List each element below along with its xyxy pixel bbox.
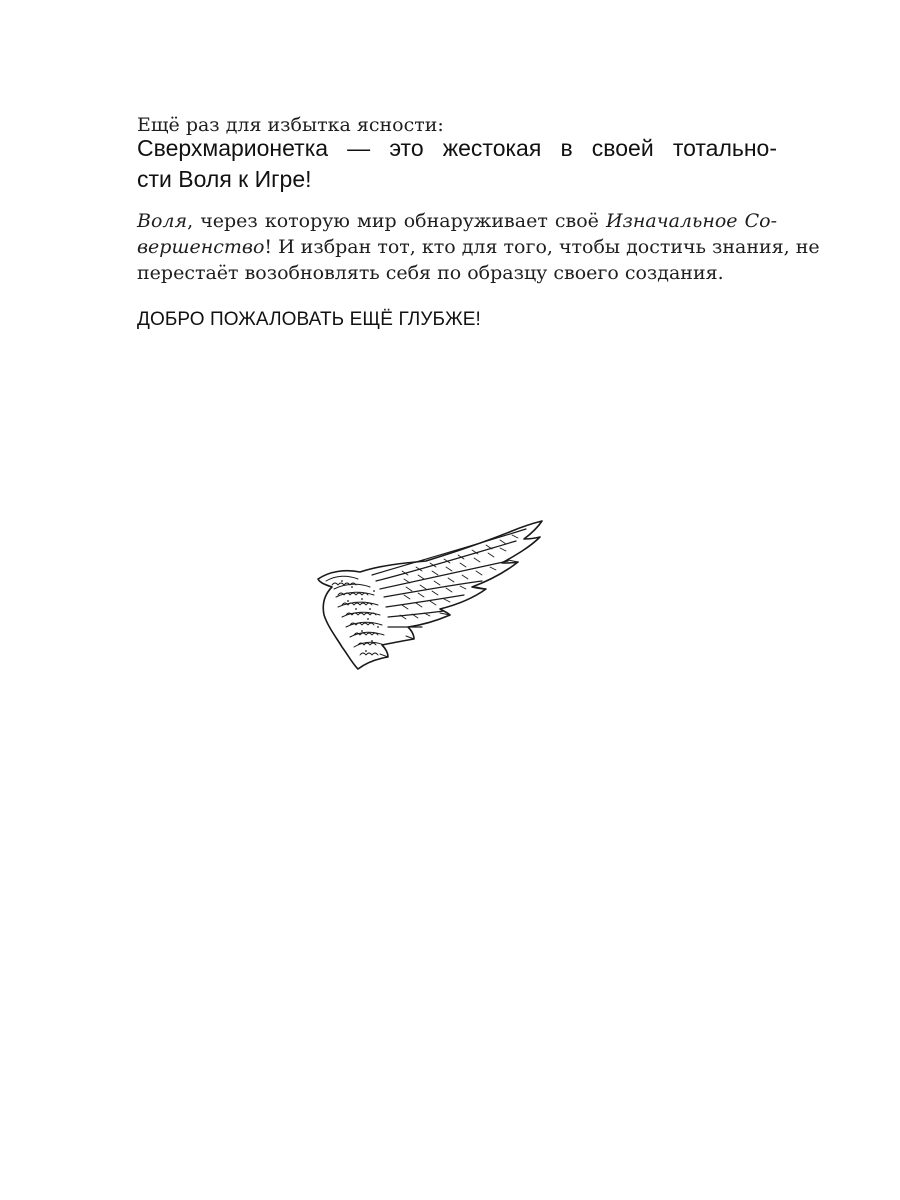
italic-word-volya: Воля — [137, 210, 188, 232]
welcome-text: ДОБРО ПОЖАЛОВАТЬ ЕЩЁ ГЛУБЖЕ! — [137, 309, 481, 330]
italic-word-vershenstvo: вершенство — [137, 236, 265, 258]
paragraph-line-2-text: ! И избран тот, кто для того, чтобы достичь знания, не — [264, 236, 820, 258]
intro-text: Ещё раз для избытка ясности: — [137, 114, 444, 136]
paragraph-line-1 — [137, 208, 777, 234]
body-paragraph — [137, 208, 820, 286]
paragraph-line-1-text: , через которую мир обнаруживает своё — [187, 210, 606, 232]
italic-phrase-izn-so: Изначальное Со- — [605, 210, 778, 232]
welcome-line — [137, 307, 777, 333]
emphasis-line-1: Сверхмарионетка — это жестокая в своей тотально- — [137, 135, 777, 161]
paragraph-line-2 — [137, 234, 820, 260]
emphasis-line-2: сти Воля к Игре! — [137, 166, 312, 192]
wing-illustration-icon — [312, 515, 548, 673]
emphasis-statement — [137, 133, 777, 195]
paragraph-line-3: перестаёт возобновлять себя по образцу своего создания. — [137, 262, 724, 284]
